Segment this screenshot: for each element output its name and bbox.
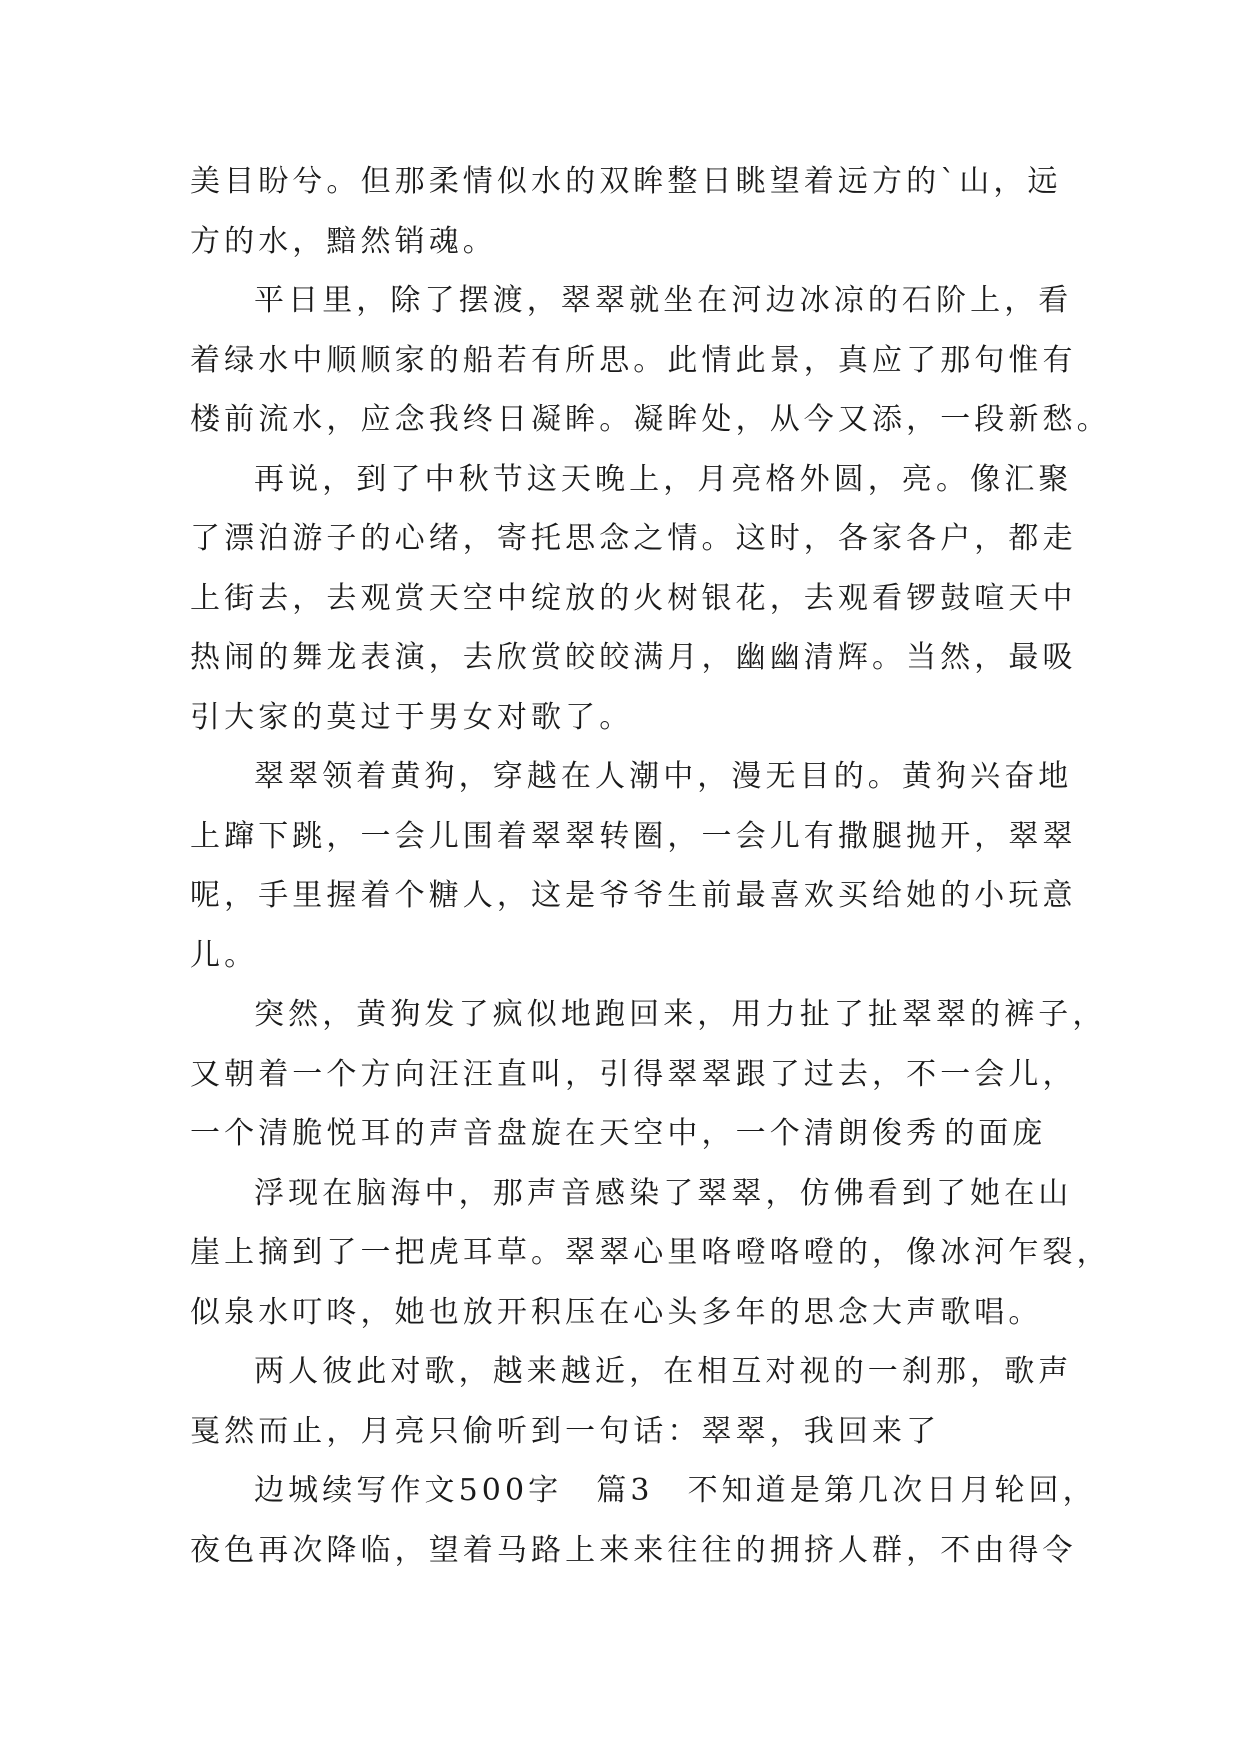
text-line: 崖上摘到了一把虎耳草。翠翠心里咯噔咯噔的，像冰河乍裂， — [190, 1235, 1111, 1270]
section-heading-line — [190, 1469, 1097, 1512]
text-line: 戛然而止，月亮只偷听到一句话：翠翠，我回来了 — [190, 1413, 941, 1449]
section-number: 篇3 — [596, 1473, 654, 1508]
text-line: 楼前流水，应念我终日凝眸。凝眸处，从今又添，一段新愁。 — [190, 402, 1111, 437]
text-segment: 一个清脆悦耳的声音盘旋在天空中，一个清朗俊秀 — [190, 1116, 941, 1151]
text-line — [190, 1112, 1050, 1155]
text-line: 美目盼兮。但那柔情似水的双眸整日眺望着远方的`山，远 — [190, 164, 1062, 199]
paragraph-first-line: 突然，黄狗发了疯似地跑回来，用力扯了扯翠翠的裤子， — [254, 997, 1107, 1032]
text-segment: 的面庞 — [944, 1116, 1047, 1151]
text-line: 呢，手里握着个糖人，这是爷爷生前最喜欢买给她的小玩意 — [190, 878, 1077, 913]
text-line: 方的水，黯然销魂。 — [190, 223, 497, 259]
text-line: 上街去，去观赏天空中绽放的火树银花，去观看锣鼓喧天中 — [190, 580, 1077, 616]
text-line: 儿。 — [190, 937, 259, 973]
text-line: 热闹的舞龙表演，去欣赏皎皎满月，幽幽清辉。当然，最吸 — [190, 640, 1077, 675]
text-line: 着绿水中顺顺家的船若有所思。此情此景，真应了那句惟有 — [190, 342, 1077, 378]
text-line: 引大家的莫过于男女对歌了。 — [190, 699, 634, 735]
document-body — [190, 160, 1111, 1588]
paragraph-first-line: 再说，到了中秋节这天晚上，月亮格外圆，亮。像汇聚 — [254, 461, 1073, 497]
text-segment: 不知道是第几次日月轮回， — [687, 1473, 1097, 1508]
text-line: 上蹿下跳，一会儿围着翠翠转圈，一会儿有撒腿抛开，翠翠 — [190, 818, 1077, 854]
essay-title: 边城续写作文500字 — [254, 1473, 563, 1508]
paragraph-first-line: 两人彼此对歌，越来越近，在相互对视的一刹那，歌声 — [254, 1354, 1073, 1389]
text-line: 了漂泊游子的心绪，寄托思念之情。这时，各家各户，都走 — [190, 521, 1077, 556]
paragraph-first-line: 翠翠领着黄狗，穿越在人潮中，漫无目的。黄狗兴奋地 — [254, 759, 1073, 794]
paragraph-first-line: 浮现在脑海中，那声音感染了翠翠，仿佛看到了她在山 — [254, 1175, 1073, 1211]
paragraph-first-line: 平日里，除了摆渡，翠翠就坐在河边冰凉的石阶上，看 — [254, 283, 1073, 318]
text-line: 又朝着一个方向汪汪直叫，引得翠翠跟了过去，不一会儿， — [190, 1056, 1077, 1092]
text-line: 似泉水叮咚，她也放开积压在心头多年的思念大声歌唱。 — [190, 1294, 1043, 1330]
text-line: 夜色再次降临，望着马路上来来往往的拥挤人群，不由得令 — [190, 1532, 1077, 1568]
